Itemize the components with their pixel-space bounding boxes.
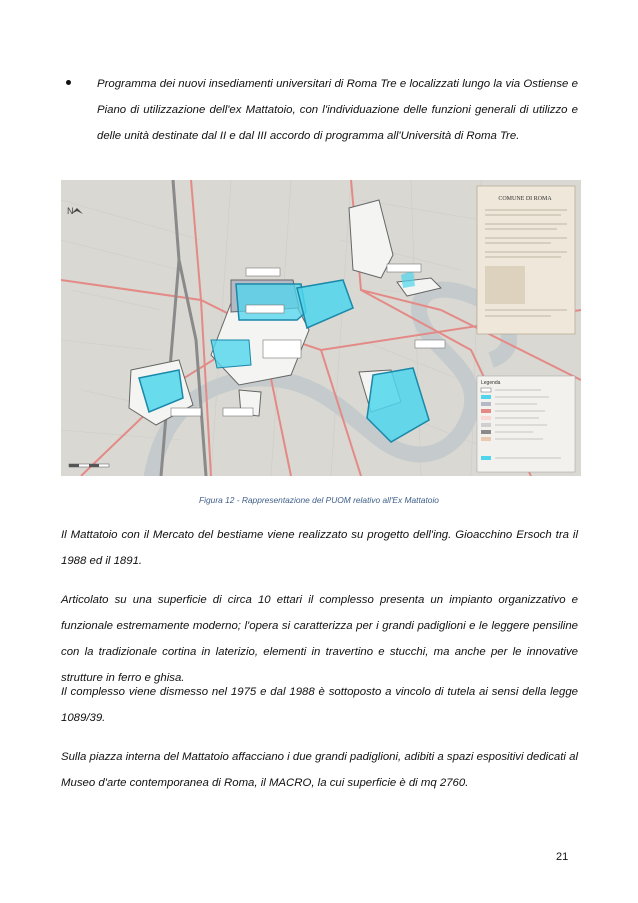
scale-bar-icon — [69, 464, 109, 467]
bullet-text: Programma dei nuovi insediamenti universitari di Roma Tre e localizzati lungo la via Ostiense e Piano di utilizzazione dell'ex Mattatoio, con l'individuazione delle funzioni generali di utilizzo e delle unità destinate dal II e dal III accordo di programma all'Università di Roma Tre. — [97, 78, 578, 142]
paragraph-dismissione: Il complesso viene dismesso nel 1975 e dal 1988 è sottoposto a vincolo di tutela ai sensi della legge 1089/39. — [61, 686, 578, 724]
map-drawing — [61, 180, 581, 476]
north-arrow-icon: N — [67, 206, 74, 216]
panel-inset-map — [485, 266, 525, 304]
puom-map-figure — [61, 180, 581, 476]
page-number: 21 — [556, 851, 569, 863]
panel-title: COMUNE DI ROMA — [498, 196, 552, 202]
figure-caption: Figura 12 - Rappresentazione del PUOM relativo all'Ex Mattatoio — [199, 495, 439, 505]
legend-title: Legenda — [481, 380, 501, 386]
title-panel — [477, 186, 575, 334]
paragraph-ersoch: Il Mattatoio con il Mercato del bestiame viene realizzato su progetto dell'ing. Gioacchino Ersoch tra il 1988 ed il 1891. — [61, 529, 578, 567]
legend-box — [477, 376, 575, 472]
bullet-marker — [66, 80, 71, 85]
paragraph-macro: Sulla piazza interna del Mattatoio affacciano i due grandi padiglioni, adibiti a spazi espositivi dedicati al Museo d'arte contemporanea di Roma, il MACRO, la cui superficie è di mq 2760. — [61, 751, 578, 789]
paragraph-complesso: Articolato su una superficie di circa 10 ettari il complesso presenta un impianto organizzativo e funzionale estremamente moderno; l'opera si caratterizza per i grandi padiglioni e le leggere pensiline con la tradizionale cortina in laterizio, elementi in travertino e stucchi, ma anche per le innovative strutture in ferro e ghisa. — [61, 594, 578, 684]
bullet-item — [66, 71, 578, 149]
